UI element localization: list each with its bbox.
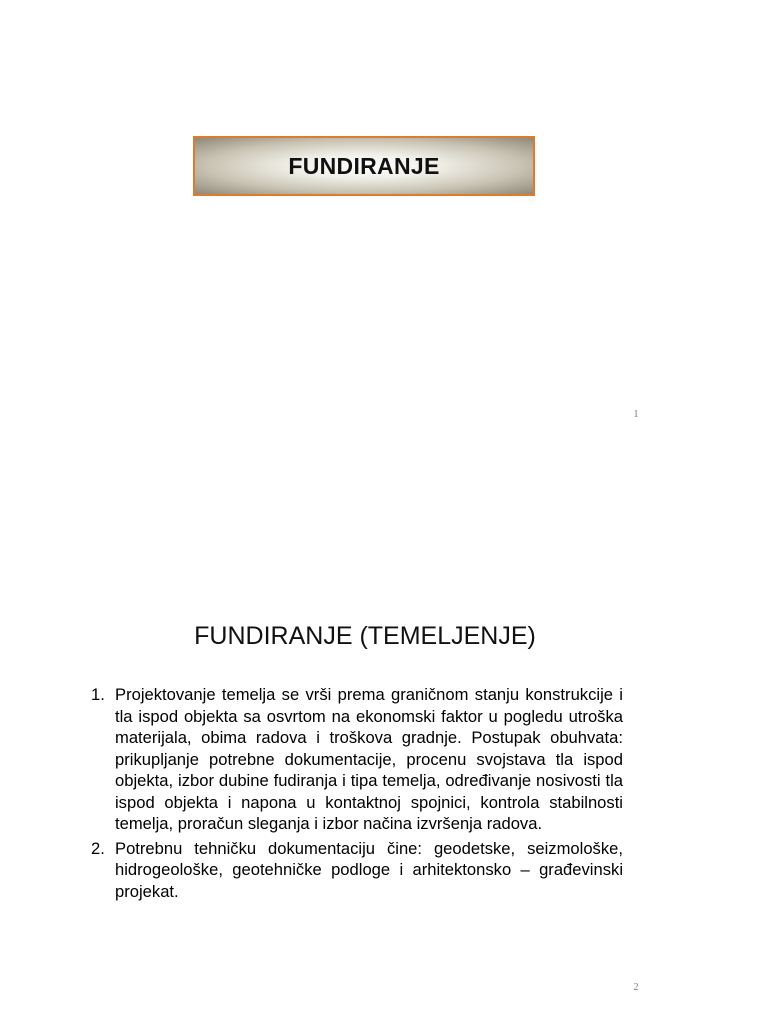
list-item bbox=[91, 684, 623, 835]
title-box bbox=[193, 136, 535, 196]
list-item-number: 1. bbox=[91, 685, 105, 704]
list-item bbox=[91, 838, 623, 903]
list-item-number: 2. bbox=[91, 838, 105, 858]
list-item-text: Projektovanje temelja se vrši prema graničnom stanju konstrukcije i tla ispod objekta sa osvrtom na ekonomski faktor u pogledu utroška materijala, obima radova i troškova gradnje. Postupak obuhvata: prikupljanje potrebne dokumentacije, procenu svojstava tla ispod objekta, izbor dubine fudiranja i tipa temelja, određivanje nosivosti tla ispod objekta i napona u kontaktnoj spojnici, kontrola stabilnosti temelja, proračun sleganja i izbor načina izvršenja radova. bbox=[115, 685, 623, 833]
slide-2 bbox=[0, 512, 768, 1024]
list-item-text: Potrebnu tehničku dokumentaciju čine: geodetske, seizmološke, hidrogeološke, geotehničke podloge i arhitektonsko – građevinski projekat. bbox=[115, 838, 623, 901]
page-number-2: 2 bbox=[633, 982, 639, 993]
page-number-1: 1 bbox=[633, 409, 639, 420]
content-list bbox=[91, 684, 623, 905]
slide-2-title: FUNDIRANJE (TEMELJENJE) bbox=[194, 622, 536, 650]
slide-1-title: FUNDIRANJE bbox=[288, 152, 440, 179]
